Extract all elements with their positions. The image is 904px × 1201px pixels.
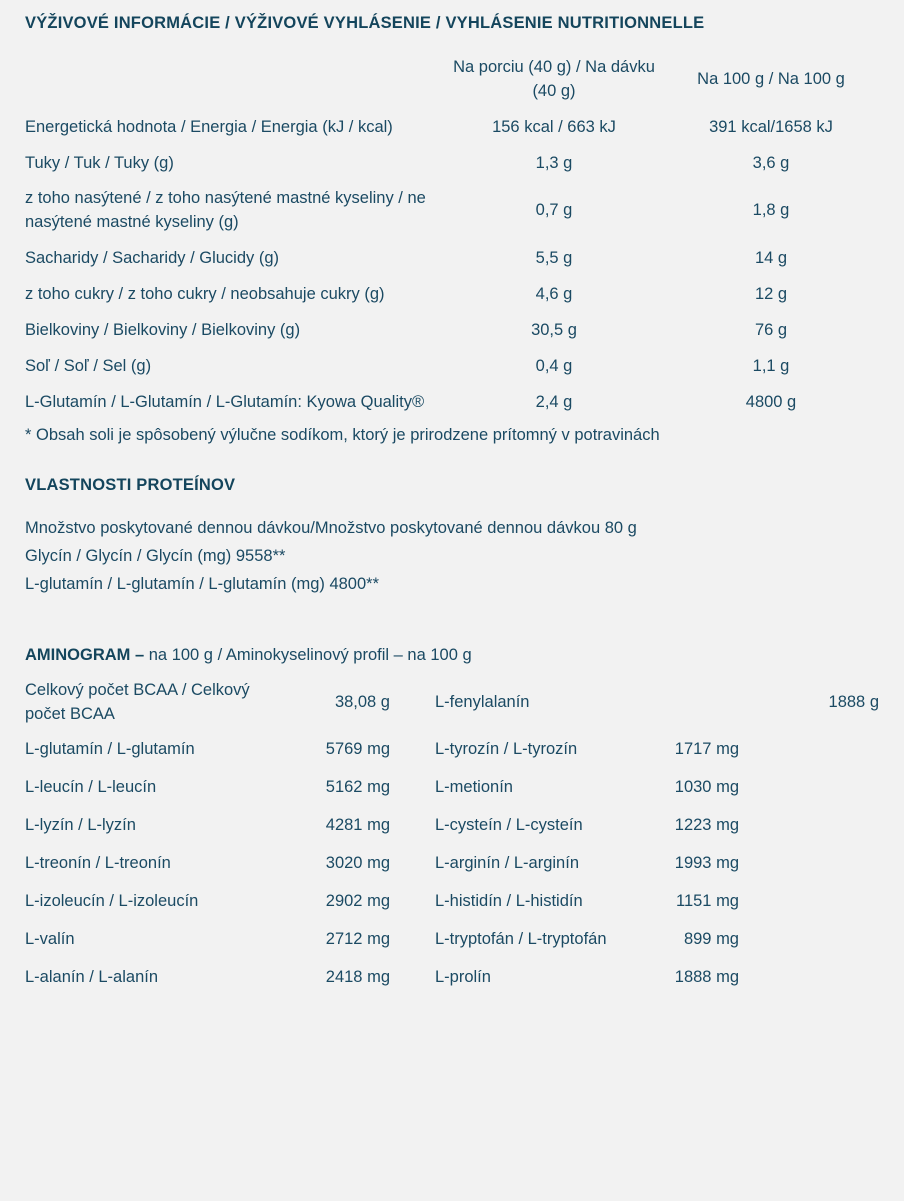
aminogram-heading — [25, 645, 879, 666]
nutrition-section-title: VÝŽIVOVÉ INFORMÁCIE / VÝŽIVOVÉ VYHLÁSENIE / VYHLÁSENIE NUTRITIONNELLE — [25, 14, 705, 32]
table-row — [25, 181, 879, 241]
amino-acid-label-left: L-leucín / L-leucín — [25, 777, 157, 796]
amino-acid-value-left: 4281 mg — [325, 815, 390, 834]
table-row — [25, 883, 879, 921]
amino-acid-label-right: L-prolín — [435, 967, 491, 986]
column-header-per-serving: Na porciu (40 g) / Na dávku (40 g) — [453, 57, 655, 100]
table-row — [25, 110, 879, 146]
table-header-row — [25, 56, 879, 110]
protein-property-line: L-glutamín / L-glutamín / L-glutamín (mg) 4800** — [25, 575, 380, 594]
nutrient-value-per-serving: 0,7 g — [535, 201, 573, 220]
nutrient-label: z toho cukry / z toho cukry / neobsahuje cukry (g) — [25, 285, 385, 304]
nutrition-table — [25, 56, 879, 421]
nutrition-table-header — [25, 56, 879, 110]
amino-acid-value-right: 1888 mg — [674, 967, 739, 986]
amino-acid-value-right: 899 mg — [683, 929, 739, 948]
amino-acid-value-left: 3020 mg — [325, 853, 390, 872]
nutrient-label: Soľ / Soľ / Sel (g) — [25, 357, 152, 376]
nutrient-value-per-serving: 1,3 g — [535, 153, 573, 172]
nutrient-value-per-serving: 4,6 g — [535, 285, 573, 304]
amino-acid-value-right: 1030 mg — [674, 777, 739, 796]
table-row — [25, 146, 879, 182]
nutrient-value-per-serving: 156 kcal / 663 kJ — [492, 117, 616, 136]
table-row — [25, 277, 879, 313]
protein-property-line: Množstvo poskytované dennou dávkou/Množstvo poskytované dennou dávkou 80 g — [25, 518, 637, 537]
table-row — [25, 731, 879, 769]
table-row — [25, 769, 879, 807]
nutrient-value-per-100g: 391 kcal/1658 kJ — [709, 117, 833, 136]
nutrient-value-per-100g: 76 g — [754, 321, 788, 340]
table-row — [25, 385, 879, 421]
nutrient-label: Bielkoviny / Bielkoviny / Bielkoviny (g) — [25, 321, 301, 340]
table-row — [25, 807, 879, 845]
amino-acid-value-left: 5162 mg — [325, 777, 390, 796]
table-row — [25, 241, 879, 277]
amino-acid-label-left: L-izoleucín / L-izoleucín — [25, 891, 199, 910]
amino-acid-label-left: L-treonín / L-treonín — [25, 853, 171, 872]
nutrient-value-per-100g: 12 g — [754, 285, 788, 304]
column-header-per-100g: Na 100 g / Na 100 g — [697, 69, 845, 88]
amino-acid-label-right: L-tyrozín / L-tyrozín — [435, 740, 578, 759]
nutrient-value-per-100g: 1,1 g — [752, 357, 790, 376]
amino-acid-value-left: 2418 mg — [325, 967, 390, 986]
table-row — [25, 959, 879, 997]
nutrition-table-body — [25, 110, 879, 421]
aminogram-heading-strong: AMINOGRAM – — [25, 645, 145, 664]
nutrient-value-per-serving: 0,4 g — [535, 357, 573, 376]
column-header-label — [25, 56, 445, 110]
nutrient-label: Sacharidy / Sacharidy / Glucidy (g) — [25, 249, 280, 268]
amino-acid-label-right: L-metionín — [435, 777, 513, 796]
nutrient-value-per-serving: 2,4 g — [535, 393, 573, 412]
table-row — [25, 675, 879, 731]
amino-acid-value-left: 38,08 g — [334, 693, 390, 712]
salt-footnote: * Obsah soli je spôsobený výlučne sodíkom, ktorý je prirodzene prítomný v potravinách — [25, 425, 660, 444]
amino-acid-value-left: 2712 mg — [325, 929, 390, 948]
amino-acid-label-right: L-histidín / L-histidín — [435, 891, 583, 910]
table-row — [25, 845, 879, 883]
amino-acid-label-right: L-arginín / L-arginín — [435, 853, 579, 872]
amino-acid-value-left: 5769 mg — [325, 740, 390, 759]
nutrient-label: z toho nasýtené / z toho nasýtené mastné kyseliny / ne nasýtené mastné kyseliny (g) — [25, 189, 426, 232]
amino-acid-label-right: L-cysteín / L-cysteín — [435, 815, 583, 834]
amino-acid-label-left: Celkový počet BCAA / Celkový počet BCAA — [25, 681, 250, 724]
aminogram-heading-rest: na 100 g / Aminokyselinový profil – na 100 g — [144, 645, 472, 664]
amino-acid-value-right: 1993 mg — [674, 853, 739, 872]
aminogram-table-body — [25, 675, 879, 996]
nutrient-value-per-100g: 14 g — [754, 249, 788, 268]
amino-acid-label-right: L-fenylalanín — [435, 693, 530, 712]
protein-properties-lines — [25, 514, 879, 599]
nutrient-value-per-serving: 30,5 g — [531, 321, 577, 340]
amino-acid-value-right: 1151 mg — [676, 891, 739, 910]
amino-acid-label-right: L-tryptofán / L-tryptofán — [435, 929, 607, 948]
table-row — [25, 313, 879, 349]
amino-acid-value-left: 2902 mg — [325, 891, 390, 910]
amino-acid-label-left: L-alanín / L-alanín — [25, 967, 159, 986]
nutrient-value-per-100g: 4800 g — [745, 393, 797, 412]
nutrient-value-per-serving: 5,5 g — [535, 249, 573, 268]
amino-acid-label-left: L-valín — [25, 929, 75, 948]
nutrient-label: Energetická hodnota / Energia / Energia (kJ / kcal) — [25, 117, 393, 136]
amino-acid-label-left: L-glutamín / L-glutamín — [25, 740, 195, 759]
amino-acid-value-right: 1223 mg — [674, 815, 739, 834]
table-row — [25, 349, 879, 385]
nutrient-label: L-Glutamín / L-Glutamín / L-Glutamín: Kyowa Quality® — [25, 393, 425, 412]
aminogram-table — [25, 675, 879, 996]
amino-acid-value-right: 1888 g — [828, 693, 879, 712]
nutrient-label: Tuky / Tuk / Tuky (g) — [25, 153, 174, 172]
amino-acid-value-right: 1717 mg — [674, 740, 739, 759]
amino-acid-label-left: L-lyzín / L-lyzín — [25, 815, 136, 834]
table-row — [25, 921, 879, 959]
protein-properties-title: VLASTNOSTI PROTEÍNOV — [25, 475, 236, 494]
nutrient-value-per-100g: 1,8 g — [752, 201, 790, 220]
nutrient-value-per-100g: 3,6 g — [752, 153, 790, 172]
protein-property-line: Glycín / Glycín / Glycín (mg) 9558** — [25, 547, 286, 566]
